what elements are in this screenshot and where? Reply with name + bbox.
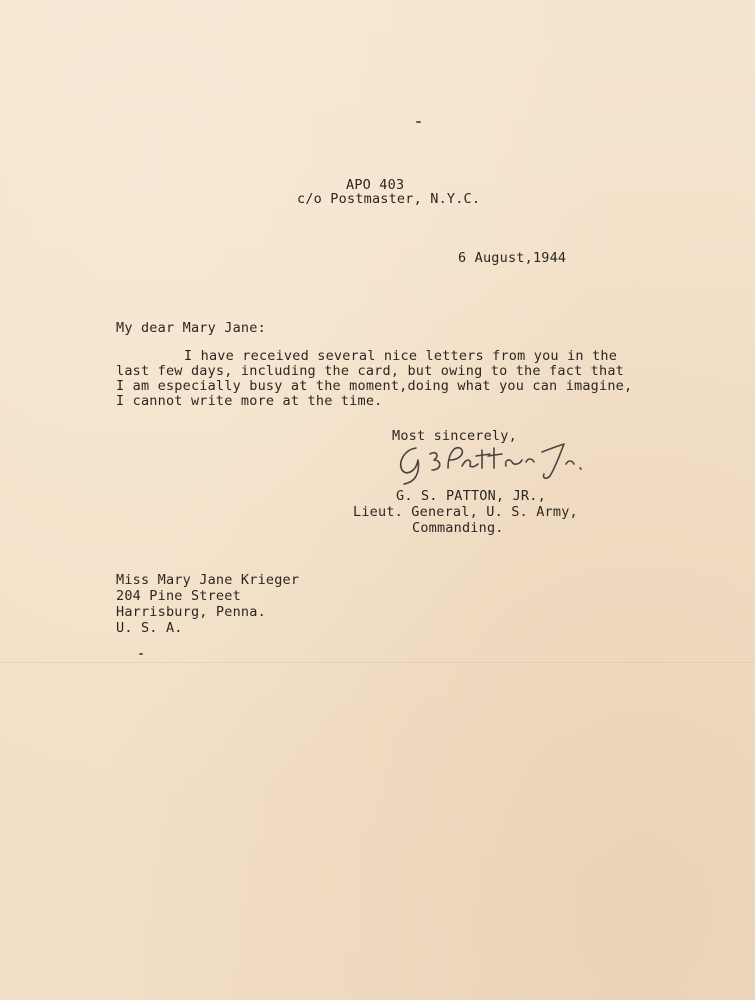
header-postmaster: c/o Postmaster, N.Y.C. xyxy=(297,191,481,207)
recipient-name: Miss Mary Jane Krieger xyxy=(116,572,300,588)
body-line-2: last few days, including the card, but owing to the fact that xyxy=(116,363,624,379)
salutation: My dear Mary Jane: xyxy=(116,320,266,336)
letter-date: 6 August,1944 xyxy=(458,250,567,266)
recipient-city: Harrisburg, Penna. xyxy=(116,604,266,620)
body-line-4: I cannot write more at the time. xyxy=(116,393,383,409)
paper-speck xyxy=(416,121,421,123)
signer-name: G. S. PATTON, JR., xyxy=(396,488,546,504)
signer-role: Commanding. xyxy=(412,520,504,536)
recipient-country: U. S. A. xyxy=(116,620,183,636)
paper-fold xyxy=(0,662,755,664)
handwritten-signature xyxy=(390,424,590,494)
recipient-street: 204 Pine Street xyxy=(116,588,241,604)
signer-rank: Lieut. General, U. S. Army, xyxy=(353,504,578,520)
body-line-1: I have received several nice letters from you in the xyxy=(184,348,618,364)
header-apo: APO 403 xyxy=(346,177,405,193)
paper-speck xyxy=(139,653,143,655)
closing: Most sincerely, xyxy=(392,428,517,444)
body-line-3: I am especially busy at the moment,doing what you can imagine, xyxy=(116,378,633,394)
